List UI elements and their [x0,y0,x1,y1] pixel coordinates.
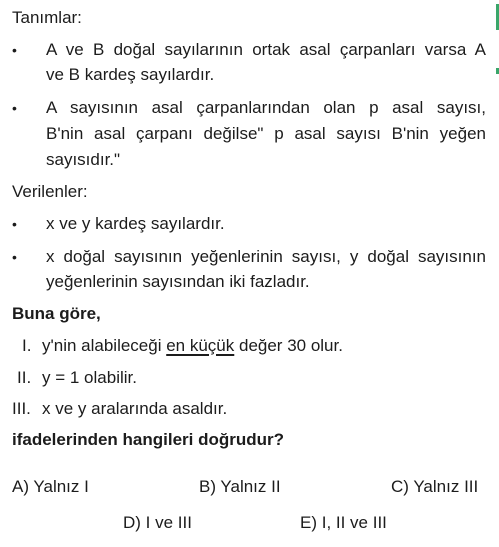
given-2-line-1: x doğal sayısının yeğenlerinin sayısı, y doğal sayısının [46,247,486,266]
statement-2-numeral: II. [17,368,32,387]
statement-1-after: değer 30 olur. [234,336,343,355]
bullet-icon: • [12,216,17,232]
definition-2-line-1: A sayısının asal çarpanlarından olan p asal sayısı, [46,98,486,117]
given-1: x ve y kardeş sayılardır. [46,214,225,233]
statement-1-before: y'nin alabileceği [42,336,167,355]
option-a[interactable]: A) Yalnız I [12,477,89,496]
question-lead: Buna göre, [12,304,101,323]
givens-heading: Verilenler: [12,182,88,201]
statement-1-numeral: I. [22,336,32,355]
definition-2-line-2: B'nin asal çarpanı değilse" p asal sayısı B'nin yeğen [46,124,486,143]
definition-1-line-2: ve B kardeş sayılardır. [46,65,215,84]
statement-2: y = 1 olabilir. [42,368,137,387]
definition-2-line-3: sayısıdır." [46,150,121,169]
statement-3: x ve y aralarında asaldır. [42,399,228,418]
bullet-icon: • [12,100,17,116]
option-d[interactable]: D) I ve III [123,513,192,532]
question-prompt: ifadelerinden hangileri doğrudur? [12,430,285,449]
bullet-icon: • [12,249,17,265]
definitions-heading: Tanımlar: [12,8,82,27]
statement-1-emphasis: en küçük [166,336,235,355]
statement-1 [42,335,343,357]
bullet-icon: • [12,42,17,58]
option-b[interactable]: B) Yalnız II [199,477,281,496]
definition-1-line-1: A ve B doğal sayılarının ortak asal çarpanları varsa A [46,40,486,59]
option-c[interactable]: C) Yalnız III [391,477,479,496]
statement-3-numeral: III. [12,399,31,418]
given-2-line-2: yeğenlerinin sayısından iki fazladır. [46,272,310,291]
option-e[interactable]: E) I, II ve III [300,513,387,532]
